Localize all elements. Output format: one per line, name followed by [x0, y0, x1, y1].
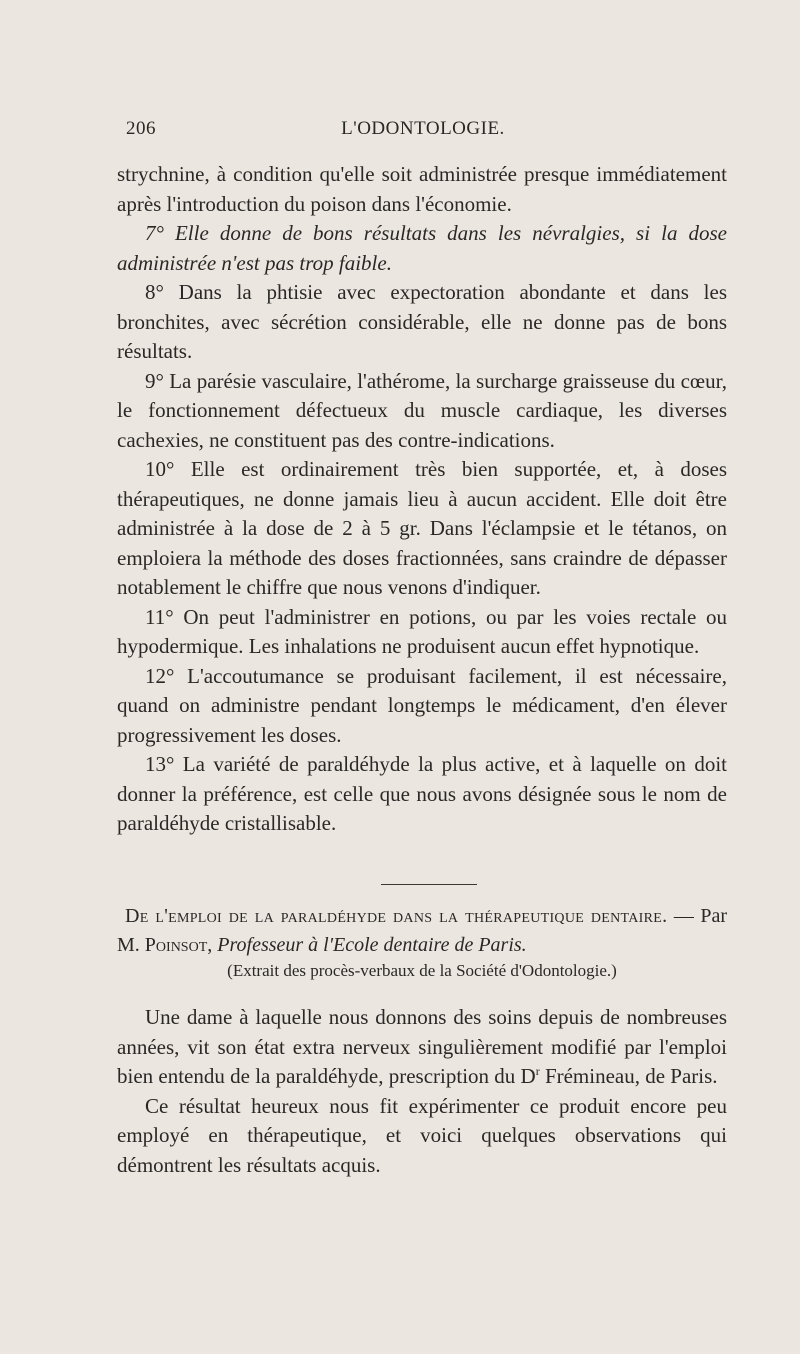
- section-divider: [381, 884, 477, 885]
- body-text-bottom: [117, 1003, 727, 1180]
- paragraph-item-9: 9° La parésie vasculaire, l'athérome, la surcharge graisseuse du cœur, le fonctionnement défectueux du muscle cardiaque, les diverses cachexies, ne constituent pas des contre-indications.: [117, 368, 727, 452]
- author-name: Poinsot: [144, 934, 208, 956]
- superscript: r: [535, 1064, 540, 1078]
- body-text-top: [117, 160, 727, 839]
- running-header: [118, 118, 728, 144]
- paragraph-item-8: 8° Dans la phtisie avec expectoration abondante et dans les bronchites, avec sécrétion considérable, elle ne donne pas de bons résultats.: [117, 280, 727, 363]
- paragraph-text-end: Frémineau, de Paris.: [539, 1064, 718, 1088]
- page-number: 206: [126, 118, 156, 139]
- paragraph-item-12: 12° L'accoutumance se produisant facilement, il est nécessaire, quand on administre pendant longtemps le médicament, d'en élever progressivement les doses.: [117, 663, 727, 747]
- paragraph-item-11: 11° On peut l'administrer en potions, ou par les voies rectale ou hypodermique. Les inhalations ne produisent aucun effet hypnotique.: [117, 604, 727, 658]
- running-title: L'ODONTOLOGIE.: [341, 118, 505, 139]
- section-dash: — Par M.: [117, 905, 727, 956]
- extract-note: (Extrait des procès-verbaux de la Société d'Odontologie.): [227, 961, 617, 980]
- paragraph-text: Une dame à laquelle nous donnons des soins depuis de nombreuses années, vit son état extra nerveux singulièrement modifié par l'emploi bien entendu de la paraldéhyde, prescription du D: [117, 1005, 727, 1088]
- author-comma: ,: [207, 934, 218, 956]
- paragraph-result: Ce résultat heureux nous fit expérimenter ce produit encore peu employé en thérapeutique, et voici quelques observations qui démontrent les résultats acquis.: [117, 1093, 727, 1177]
- section-title: De l'emploi de la paraldéhyde dans la thérapeutique dentaire.: [125, 905, 668, 927]
- author-role: Professeur à l'Ecole dentaire de Paris.: [217, 934, 527, 956]
- paragraph-item-10: 10° Elle est ordinairement très bien supportée, et, à doses thérapeutiques, ne donne jamais lieu à aucun accident. Elle doit être administrée à la dose de 2 à 5 gr. Dans l'éclampsie et le tétanos, on emploiera la méthode des doses fractionnées, sans craindre de dépasser notablement le chiffre que nous venons d'indiquer.: [117, 457, 727, 599]
- paragraph-item-13: 13° La variété de paraldéhyde la plus active, et à laquelle on doit donner la préférence, est celle que nous avons désignée sous le nom de paraldéhyde cristallisable.: [117, 752, 727, 835]
- paragraph-case-intro: [117, 1003, 727, 1092]
- section-heading: [117, 902, 727, 960]
- paragraph-item-7: 7° Elle donne de bons résultats dans les névralgies, si la dose administrée n'est pas trop faible.: [117, 221, 727, 275]
- paragraph-continuation: strychnine, à condition qu'elle soit administrée presque immédiatement après l'introduction du poison dans l'économie.: [117, 162, 727, 216]
